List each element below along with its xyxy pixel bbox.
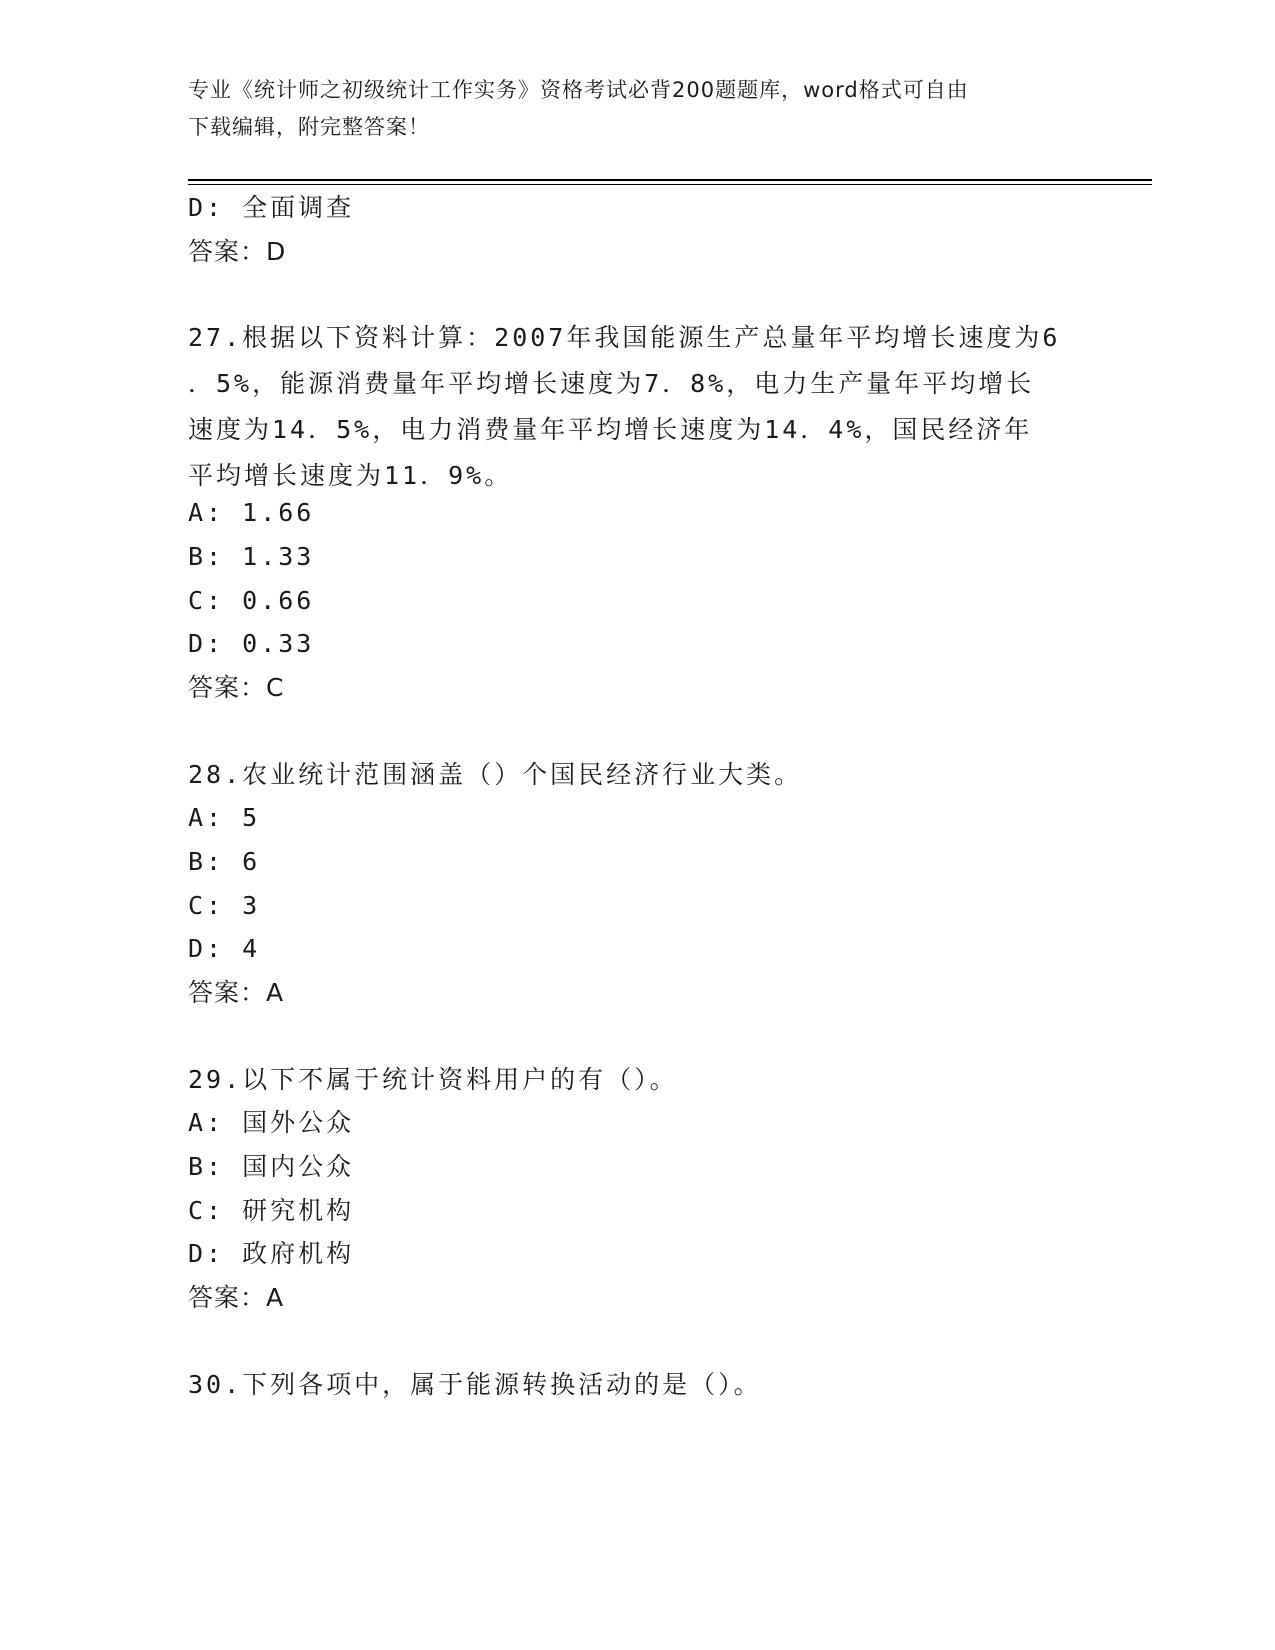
prev-answer: 答案：D [188,237,287,266]
question-27-line-3: 速度为14．5%，电力消费量年平均增长速度为14．4%，国民经济年 [188,415,1033,444]
question-27-line-1: 27.根据以下资料计算：2007年我国能源生产总量年平均增长速度为6 [188,323,1061,352]
prev-option-d: D: 全面调查 [188,193,355,222]
question-27-line-2: ．5%，能源消费量年平均增长速度为7．8%，电力生产量年平均增长 [188,369,1035,398]
question-28-option-c: C: 3 [188,891,261,920]
header-divider-thin [188,184,1152,185]
question-27-option-b: B: 1.33 [188,542,315,571]
question-28-option-d: D: 4 [188,934,261,963]
question-28-option-a: A: 5 [188,803,261,832]
question-29-option-b: B: 国内公众 [188,1152,355,1181]
question-29-option-d: D: 政府机构 [188,1239,355,1268]
question-29-option-a: A: 国外公众 [188,1108,355,1137]
question-29-option-c: C: 研究机构 [188,1196,355,1225]
header-line-2: 下载编辑，附完整答案！ [188,115,430,139]
question-27-option-a: A: 1.66 [188,498,315,527]
question-27-answer: 答案：C [188,673,285,702]
question-27-line-4: 平均增长速度为11．9%。 [188,461,513,490]
question-28-answer: 答案：A [188,978,285,1007]
question-27-option-d: D: 0.33 [188,629,315,658]
question-28-option-b: B: 6 [188,847,261,876]
question-27-option-c: C: 0.66 [188,586,315,615]
document-header [188,72,1088,146]
header-divider-thick [188,179,1152,181]
question-27 [188,315,1088,499]
header-line-1: 专业《统计师之初级统计工作实务》资格考试必背200题题库，word格式可自由 [188,78,969,102]
question-28: 28.农业统计范围涵盖（）个国民经济行业大类。 [188,760,803,789]
question-30: 30.下列各项中，属于能源转换活动的是（）。 [188,1370,762,1399]
question-29: 29.以下不属于统计资料用户的有（）。 [188,1065,678,1094]
question-29-answer: 答案：A [188,1283,285,1312]
